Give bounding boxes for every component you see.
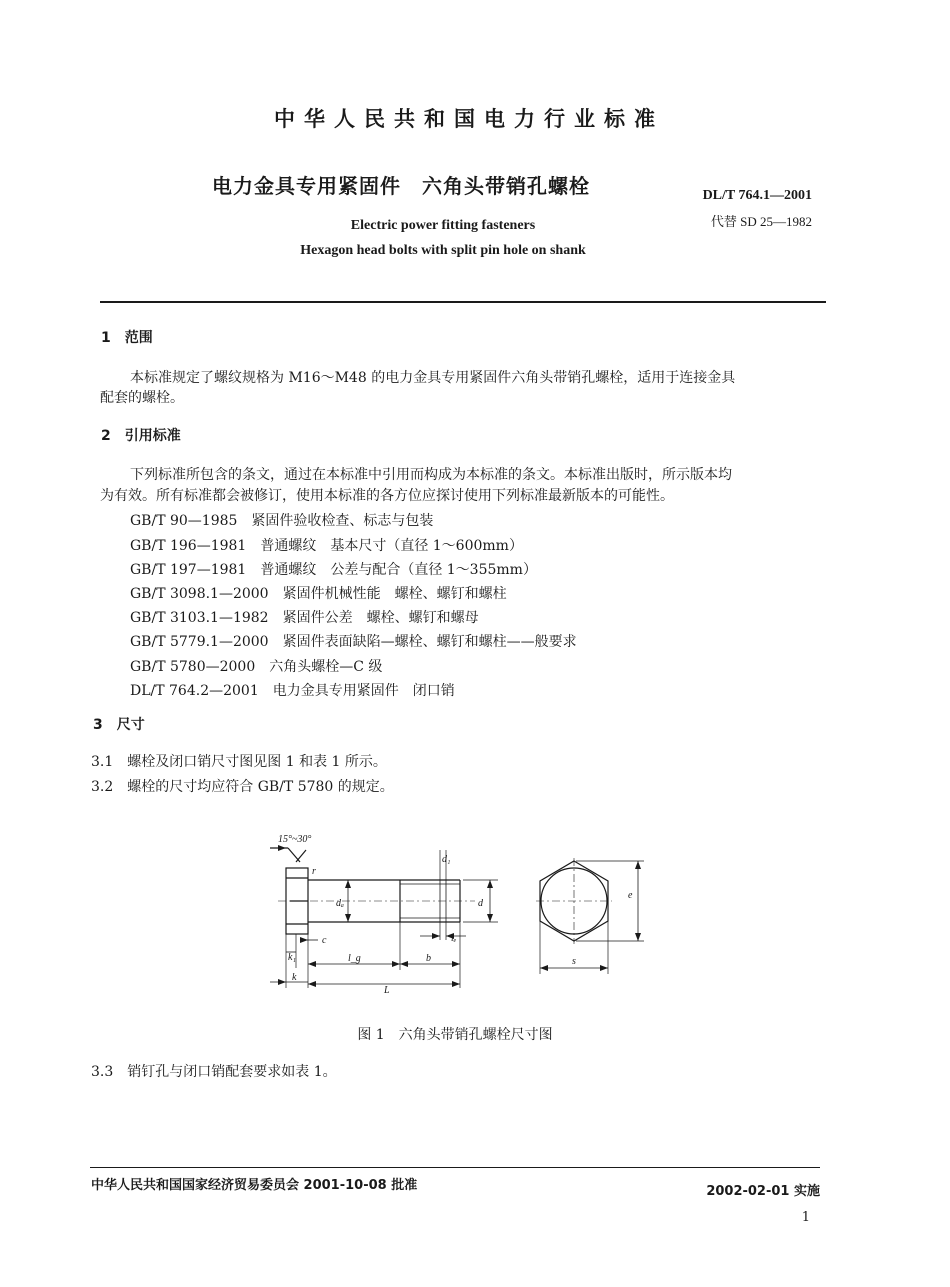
arrow-head <box>635 933 641 941</box>
page-number: 1 <box>801 1210 810 1225</box>
standard-title-en-line2: Hexagon head bolts with split pin hole on shank <box>300 243 586 258</box>
standard-title-en-line1: Electric power fitting fasteners <box>350 218 536 233</box>
lg-label: l_g <box>348 953 361 964</box>
header-divider <box>100 301 826 303</box>
arrow-head <box>452 981 460 987</box>
section3-item-3: 3.3 销钉孔与闭口销配套要求如表 1。 <box>91 1064 337 1080</box>
section3-item-2: 3.2 螺栓的尺寸均应符合 GB/T 5780 的规定。 <box>91 779 394 795</box>
standard-title-cn: 电力金具专用紧固件 六角头带销孔螺栓 <box>212 174 590 198</box>
bolt-dimension-drawing <box>260 828 660 998</box>
section2-para-line2: 为有效。所有标准都会被修订，使用本标准的各方位应探讨使用下列标准最新版本的可能性。 <box>100 488 674 504</box>
section3-item-1: 3.1 螺栓及闭口销尺寸图见图 1 和表 1 所示。 <box>91 754 387 770</box>
arrow-head <box>308 961 316 967</box>
arrow-head <box>487 914 493 922</box>
k1-label: k₁ <box>288 952 296 963</box>
reference-item: DL/T 764.2—2001 电力金具专用紧固件 闭口销 <box>130 683 455 699</box>
section2-para-line1: 下列标准所包含的条文，通过在本标准中引用而构成为本标准的条文。本标准出版时，所示版本均 <box>130 467 732 483</box>
reference-item: GB/T 5779.1—2000 紧固件表面缺陷—螺栓、螺钉和螺柱——般要求 <box>130 634 577 650</box>
angle-leader <box>296 850 306 862</box>
reference-item: GB/T 90—1985 紧固件验收检查、标志与包装 <box>130 513 434 529</box>
arrow-head <box>487 880 493 888</box>
arrow-head <box>392 961 400 967</box>
bolt-dimension-figure <box>260 828 660 998</box>
org-title: 中华人民共和国电力行业标准 <box>274 107 664 131</box>
le-label: lₑ <box>451 933 457 944</box>
section3-heading: 3 尺寸 <box>93 717 145 733</box>
section1-heading: 1 范围 <box>101 330 153 346</box>
arrow-head <box>278 845 286 851</box>
s-label: s <box>572 956 576 967</box>
footer-issuer: 中华人民共和国国家经济贸易委员会 2001-10-08 批准 <box>91 1178 418 1193</box>
arrow-head <box>400 961 408 967</box>
section1-para-line1: 本标准规定了螺纹规格为 M16～M48 的电力金具专用紧固件六角头带销孔螺栓，适用于连接金具 <box>130 370 736 386</box>
arrow-head <box>308 981 316 987</box>
figure-caption: 图 1 六角头带销孔螺栓尺寸图 <box>357 1027 553 1043</box>
d1-label: d₁ <box>442 854 451 865</box>
e-label: e <box>628 890 633 901</box>
standard-replaces: 代替 SD 25—1982 <box>710 214 812 229</box>
arrow-head <box>278 979 286 985</box>
k-label: k <box>292 972 297 983</box>
L-label: L <box>384 985 390 996</box>
arrow-head <box>345 914 351 922</box>
arrow-head <box>540 965 548 971</box>
arrow-head <box>432 933 440 939</box>
arrow-head <box>600 965 608 971</box>
reference-item: GB/T 197—1981 普通螺纹 公差与配合（直径 1～355mm） <box>130 562 537 578</box>
arrow-head <box>452 961 460 967</box>
footer-effective-date: 2002-02-01 实施 <box>706 1184 820 1199</box>
d-label: d <box>478 898 483 909</box>
b-label: b <box>426 953 431 964</box>
reference-item: GB/T 3098.1—2000 紧固件机械性能 螺栓、螺钉和螺柱 <box>130 586 507 602</box>
da-label: dₐ <box>336 898 344 909</box>
r-label: r <box>312 866 316 877</box>
footer-divider <box>90 1167 820 1168</box>
c-label: c <box>322 935 327 946</box>
angle-label: 15°~30° <box>278 834 312 845</box>
arrow-head <box>300 937 308 943</box>
section2-heading: 2 引用标准 <box>101 428 181 444</box>
arrow-head <box>635 861 641 869</box>
reference-item: GB/T 5780—2000 六角头螺栓—C 级 <box>130 659 383 675</box>
reference-item: GB/T 196—1981 普通螺纹 基本尺寸（直径 1～600mm） <box>130 538 523 554</box>
section1-para-line2: 配套的螺栓。 <box>100 390 184 406</box>
reference-item: GB/T 3103.1—1982 紧固件公差 螺栓、螺钉和螺母 <box>130 610 479 626</box>
arrow-head <box>345 880 351 888</box>
standard-code: DL/T 764.1—2001 <box>702 188 812 203</box>
